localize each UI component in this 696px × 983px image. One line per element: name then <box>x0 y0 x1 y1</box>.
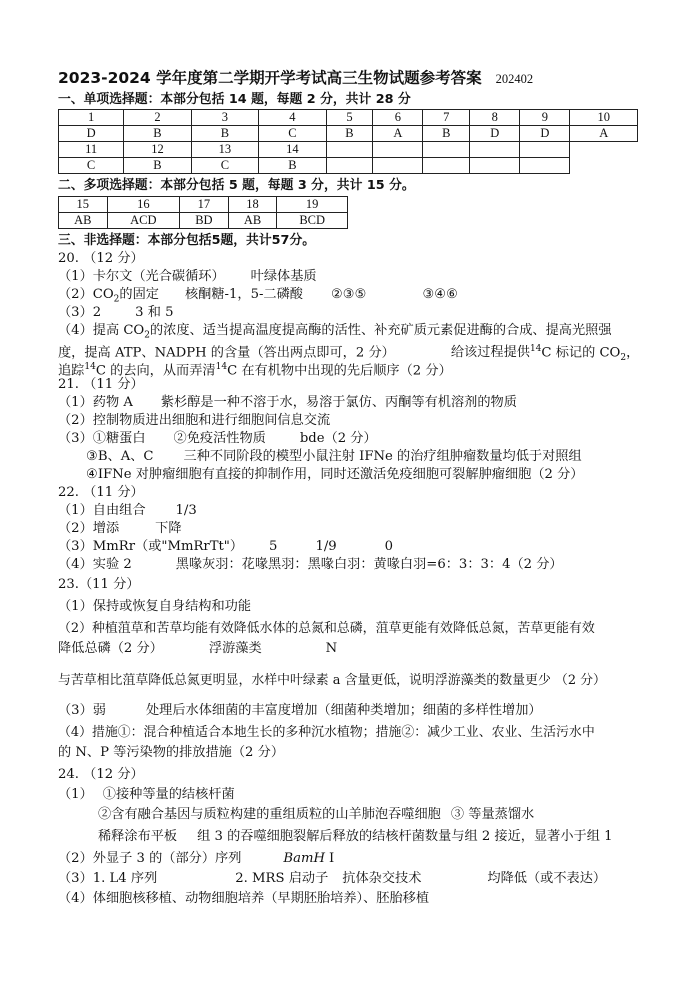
answer-text: （3）MmRr（或"MmRrTt"） <box>58 539 244 554</box>
table-cell <box>520 158 570 174</box>
table-cell: B <box>423 126 470 142</box>
table-cell: 6 <box>373 110 423 126</box>
answer-text: （2）CO <box>58 287 114 302</box>
answer-text: 紫杉醇是一种不溶于水，易溶于氯仿、丙酮等有机溶剂的物质 <box>160 395 517 410</box>
q23-answer-2-cont <box>58 640 337 658</box>
answer-text: 1/9 <box>315 539 337 554</box>
answer-text: （1）自由组合 <box>58 503 146 518</box>
answer-text: N <box>325 641 338 656</box>
answer-text: ③ 等量蒸馏水 <box>450 807 535 822</box>
q23-answer-2: （2）种植菹草和苦草均能有效降低水体的总氮和总磷，菹草更能有效降低总氮，苦草更能有效 <box>58 621 595 636</box>
answer-text: 核酮糖-1，5-二磷酸 <box>184 287 303 302</box>
table-cell <box>373 142 423 158</box>
answer-text: bde（2 分） <box>299 431 377 446</box>
table-cell: 11 <box>59 142 124 158</box>
table-cell: 15 <box>59 197 108 213</box>
table-cell <box>570 142 638 158</box>
q24-heading: 24. （12 分） <box>58 767 144 782</box>
table-cell: 19 <box>277 197 348 213</box>
table-cell: B <box>124 126 191 142</box>
answer-text: 的浓度、适当提高温度提高酶的活性、补充矿质元素促进酶的合成、提高光照强 <box>149 323 612 338</box>
table-cell: 12 <box>124 142 191 158</box>
table-cell: 17 <box>180 197 229 213</box>
table-cell: 5 <box>326 110 373 126</box>
q22-answer-2 <box>58 520 182 538</box>
answer-text: 均降低（或不表达） <box>487 871 607 886</box>
table-row <box>59 142 638 158</box>
section1-heading: 一、单项选择题：本部分包括 14 题，每题 2 分，共计 28 分 <box>58 92 411 107</box>
table-cell: C <box>259 126 326 142</box>
single-choice-table <box>58 109 638 174</box>
table-row <box>59 197 348 213</box>
answer-text: 下降 <box>155 521 182 536</box>
table-row <box>59 158 638 174</box>
superscript: 14 <box>215 362 228 372</box>
q22-answer-4 <box>58 556 563 574</box>
table-row <box>59 110 638 126</box>
q24-answer-1 <box>58 786 235 804</box>
q23-heading: 23.（11 分） <box>58 577 140 592</box>
answer-text: 0 <box>384 539 394 554</box>
table-cell: 18 <box>228 197 277 213</box>
q20-answer-3 <box>58 304 174 322</box>
table-cell <box>570 158 638 174</box>
answer-text: 追踪 <box>58 363 85 379</box>
title-text: 2023-2024 学年度第二学期开学考试高三生物试题参考答案 <box>58 69 482 87</box>
answer-text: （3）2 <box>58 305 102 320</box>
answer-text: 度，提高 ATP、NADPH 的含量（答出两点即可，2 分） <box>58 345 395 361</box>
answer-text: 降低总磷（2 分） <box>58 641 163 656</box>
table-cell: AB <box>228 213 277 229</box>
answer-text: 抗体杂交技术 <box>342 871 422 886</box>
answer-text: ②含有融合基因与质粒构建的重组质粒的山羊肺泡吞噬细胞 <box>98 807 441 822</box>
table-cell: B <box>124 158 191 174</box>
q23-answer-1: （1）保持或恢复自身结构和功能 <box>58 599 252 614</box>
answer-text: 1/3 <box>175 503 197 518</box>
answer-text: （1）卡尔文（光合碳循环） <box>58 269 225 284</box>
table-cell: 1 <box>59 110 124 126</box>
table-cell: 14 <box>259 142 326 158</box>
subscript: 2 <box>113 294 120 305</box>
table-cell: D <box>520 126 570 142</box>
answer-text: ①接种等量的结核杆菌 <box>102 787 235 802</box>
q21-answer-3c: ④IFNe 对肿瘤细胞有直接的抑制作用，同时还激活免疫细胞可裂解肿瘤细胞（2 分） <box>86 467 584 482</box>
q23-answer-4: （4）措施①：混合种植适合本地生长的多种沉水植物；措施②：减少工业、农业、生活污水中 <box>58 725 595 740</box>
answer-text: （2）外显子 3 的（部分）序列 <box>58 851 242 866</box>
q24-answer-4: （4）体细胞核移植、动物细胞培养（早期胚胎培养）、胚胎移植 <box>58 891 430 906</box>
q23-answer-4-cont: 的 N、P 等污染物的排放措施（2 分） <box>58 745 285 760</box>
table-cell: 8 <box>470 110 520 126</box>
table-cell: B <box>191 126 258 142</box>
q23-answer-2-note: 与苦草相比菹草降低总氮更明显，水样中叶绿素 a 含量更低，说明浮游藻类的数量更少 （2 分） <box>58 673 606 688</box>
subscript: 2 <box>144 330 150 341</box>
subscript: 2 <box>620 353 627 364</box>
q21-heading: 21. （11 分） <box>58 377 144 392</box>
answer-text: （3）1. L4 序列 <box>58 871 158 886</box>
multiple-choice-table <box>58 196 348 229</box>
answer-text: 黑喙灰羽：花喙黑羽：黑喙白羽：黄喙白羽=6：3：3：4（2 分） <box>175 557 563 572</box>
answer-text: 2. MRS 启动子 <box>235 871 329 886</box>
q22-heading: 22. （11 分） <box>58 485 144 500</box>
answer-text: （3）弱 <box>58 703 106 718</box>
table-row <box>59 213 348 229</box>
table-cell <box>470 158 520 174</box>
table-cell: D <box>59 126 124 142</box>
q24-answer-1b <box>98 806 534 824</box>
table-cell: B <box>326 126 373 142</box>
section2-heading: 二、多项选择题：本部分包括 5 题，每题 3 分，共计 15 分。 <box>58 178 415 193</box>
table-cell: 4 <box>259 110 326 126</box>
answer-text: ③④⑥ <box>422 287 458 302</box>
table-cell: D <box>470 126 520 142</box>
table-cell <box>326 142 373 158</box>
answer-text: C 标记的 CO <box>541 345 621 361</box>
answer-text: ， <box>626 345 640 361</box>
table-cell: 7 <box>423 110 470 126</box>
table-cell: 2 <box>124 110 191 126</box>
exam-code: 202402 <box>495 72 534 86</box>
answer-text: 的固定 <box>119 287 159 302</box>
table-cell: ACD <box>107 213 180 229</box>
q23-answer-3 <box>58 702 542 720</box>
answer-text: 三种不同阶段的模型小鼠注射 IFNe 的治疗组肿瘤数量均低于对照组 <box>183 449 582 464</box>
answer-text: （4）提高 CO <box>58 323 145 338</box>
q24-answer-2 <box>58 850 334 868</box>
table-cell: 13 <box>191 142 258 158</box>
answer-text: C 在有机物中出现的先后顺序（2 分） <box>227 363 452 379</box>
answer-text: （3）①糖蛋白 <box>58 431 146 446</box>
answer-text: （2）增添 <box>58 521 120 536</box>
q22-answer-3 <box>58 538 393 556</box>
table-cell: BCD <box>277 213 348 229</box>
table-cell <box>423 158 470 174</box>
answer-text: 浮游藻类 <box>208 641 262 656</box>
table-cell: A <box>570 126 638 142</box>
table-cell: C <box>191 158 258 174</box>
table-cell: A <box>373 126 423 142</box>
answer-text: 处理后水体细菌的丰富度增加（细菌种类增加；细菌的多样性增加） <box>145 703 542 718</box>
table-cell <box>520 142 570 158</box>
q21-answer-1 <box>58 394 517 412</box>
table-cell: 16 <box>107 197 180 213</box>
answer-text: 叶绿体基质 <box>250 269 317 284</box>
table-cell: AB <box>59 213 108 229</box>
table-cell <box>326 158 373 174</box>
answer-text: 5 <box>269 539 278 554</box>
answer-text: （1） <box>58 787 93 802</box>
answer-text: 3 和 5 <box>135 305 174 320</box>
table-cell: 3 <box>191 110 258 126</box>
superscript: 14 <box>84 362 96 372</box>
answer-text: 组 3 的吞噬细胞裂解后释放的结核杆菌数量与组 2 接近，显著小于组 1 <box>197 829 613 844</box>
q20-heading: 20. （12 分） <box>58 251 144 266</box>
answer-text: Ⅰ <box>328 851 335 866</box>
table-cell: BD <box>180 213 229 229</box>
section3-heading: 三、非选择题：本部分包括5题，共计57分。 <box>58 233 316 248</box>
answer-text: 给该过程提供 <box>450 345 530 361</box>
answer-text: （1）药物 A <box>58 395 133 410</box>
table-cell <box>470 142 520 158</box>
table-cell: B <box>259 158 326 174</box>
answer-text: ②免疫活性物质 <box>173 431 266 446</box>
answer-text: 稀释涂布平板 <box>98 829 178 844</box>
q21-answer-3 <box>58 430 377 448</box>
q24-answer-3 <box>58 870 606 888</box>
q22-answer-1 <box>58 502 197 520</box>
superscript: 14 <box>529 344 542 354</box>
table-cell <box>423 142 470 158</box>
q21-answer-2: （2）控制物质进出细胞和进行细胞间信息交流 <box>58 413 331 428</box>
answer-text: BamH <box>283 851 325 866</box>
answer-text: （4）实验 2 <box>58 557 132 572</box>
answer-text: ②③⑤ <box>330 287 367 302</box>
q24-answer-1c <box>98 828 613 846</box>
answer-text: ③B、A、C <box>86 449 154 464</box>
q20-answer-1 <box>58 268 317 286</box>
answer-text: C 的去向，从而弄清 <box>95 363 216 379</box>
table-cell <box>373 158 423 174</box>
table-cell: 10 <box>570 110 638 126</box>
table-cell: 9 <box>520 110 570 126</box>
page-title <box>58 66 533 88</box>
q21-answer-3b <box>86 448 582 466</box>
table-cell: C <box>59 158 124 174</box>
table-row <box>59 126 638 142</box>
